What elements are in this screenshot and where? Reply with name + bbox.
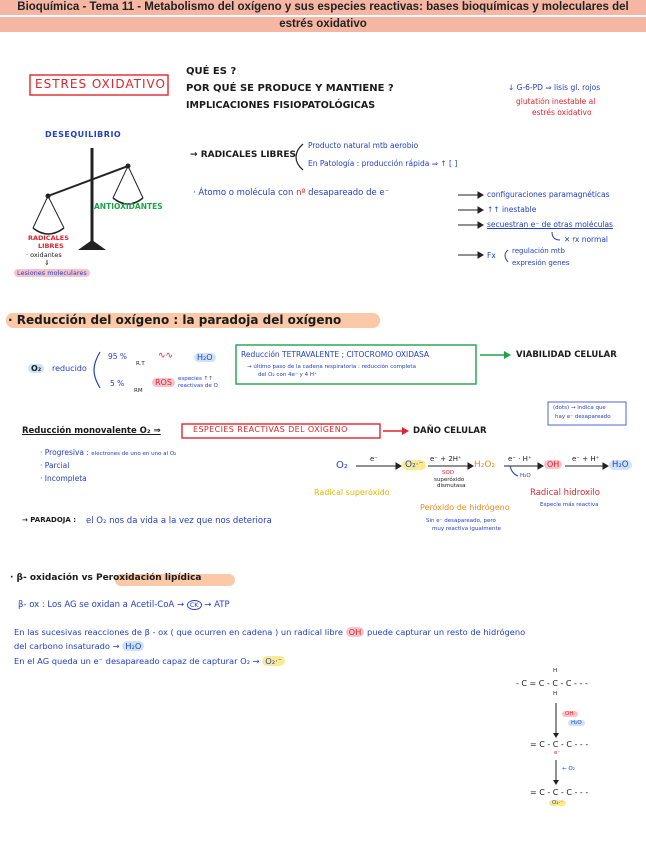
glutathione-note-1: glutatión inestable al bbox=[516, 97, 596, 106]
peroxide-label: Peróxido de hidrógeno bbox=[420, 503, 510, 512]
chain-step-1: e⁻ bbox=[370, 455, 379, 463]
rm-label: RM bbox=[134, 388, 143, 394]
chain-superoxide: O₂·⁻ bbox=[402, 460, 426, 470]
question-what: QUÉ ES ? bbox=[186, 66, 237, 77]
pathology-note: En Patología : producción rápida ⇒ ↑ [ ] bbox=[308, 159, 458, 168]
tetravalent-note-1: → último paso de la cadena respiratoria : reducción completa bbox=[247, 364, 416, 370]
hydroxyl-label: Radical hidroxilo bbox=[530, 488, 600, 498]
reduction-heading: · Reducción del oxígeno : la paradoja del oxígeno bbox=[8, 313, 342, 327]
natural-product-note: Producto natural mtb aerobio bbox=[308, 141, 419, 150]
chain-side-h2o: H₂O bbox=[520, 473, 531, 479]
beta-ox-line-1: β- ox : Los AG se oxidan a Acetil-CoA → CK → ATP bbox=[18, 600, 230, 610]
function-label: Fx bbox=[487, 251, 496, 260]
hydroxyl-note: Especie más reactiva bbox=[540, 502, 599, 508]
chain-step-3: e⁻ · H⁺ bbox=[508, 455, 532, 463]
monovalent-reduction-label: Reducción monovalente O₂ ⇒ bbox=[22, 426, 161, 436]
percent-5: 5 % bbox=[110, 379, 125, 388]
g6pd-note: ↓ G-6-PD ⇒ lisis gl. rojos bbox=[508, 83, 601, 92]
imbalance-label: DESEQUILIBRIO bbox=[45, 130, 122, 139]
metabolism-regulation-note: regulación mtb bbox=[512, 247, 565, 255]
chain-step-4: e⁻ + H⁺ bbox=[572, 455, 600, 463]
squiggle-icon: ∿∿ bbox=[158, 351, 174, 361]
percent-95: 95 % bbox=[108, 352, 128, 361]
chain-h2o2: H₂O₂ bbox=[474, 460, 496, 470]
radicals-label-2: LIBRES bbox=[38, 242, 64, 250]
tetravalent-note-2: del O₂ con 4e⁻ y 4 H⁺ bbox=[258, 372, 317, 378]
progressive-label: · Progresiva : electrones de uno en uno al O₂ bbox=[40, 448, 177, 457]
rt-label: R.T bbox=[136, 361, 145, 367]
legend-text-1: (dots) → indica que bbox=[553, 405, 606, 411]
ros-note-2: reactivas de O bbox=[178, 383, 218, 389]
structure-middle: = C - C - C - - - bbox=[530, 740, 589, 749]
page-header-line-2: estrés oxidativo bbox=[0, 17, 646, 32]
paramagnetic-note: configuraciones paramagnéticas bbox=[487, 190, 610, 199]
legend-text-2: hay e⁻ desapareado bbox=[555, 414, 611, 420]
chain-hydroxyl: OH bbox=[544, 460, 562, 469]
paradox-text: el O₂ nos da vida a la vez que nos deteriora bbox=[86, 516, 272, 526]
atom-definition: · Átomo o molécula con nº desapareado de e⁻ bbox=[193, 188, 390, 198]
ero-label: ESPECIES REACTIVAS DEL OXÍGENO bbox=[193, 425, 348, 434]
normal-function-note: ✕ 𝔣x normal bbox=[564, 235, 608, 244]
peroxide-note-2: muy reactiva igualmente bbox=[432, 526, 501, 532]
structure-top: - C = C - C - C - - - bbox=[516, 679, 588, 688]
sod-note-1: superóxido bbox=[434, 477, 465, 483]
scale-base bbox=[78, 240, 106, 250]
page-header-line-1: Bioquímica - Tema 11 - Metabolismo del oxígeno y sus especies reactivas: bases bioquímicas y moleculares del bbox=[0, 0, 646, 15]
question-why: POR QUÉ SE PRODUCE Y MANTIENE ? bbox=[186, 83, 394, 94]
sod-label: SOD bbox=[442, 470, 455, 476]
cell-damage-label: DAÑO CELULAR bbox=[413, 426, 487, 436]
h2o-product: H₂O bbox=[194, 353, 216, 362]
structure-electron: e⁻ bbox=[554, 750, 561, 756]
antioxidants-label: ANTIOXIDANTES bbox=[94, 202, 163, 211]
beta-ox-line-3: del carbono insaturado → H₂O bbox=[14, 641, 144, 651]
gene-expression-note: expresión genes bbox=[512, 259, 570, 267]
structure-h-bottom: H bbox=[553, 691, 558, 697]
cell-viability-label: VIABILIDAD CELULAR bbox=[516, 350, 617, 360]
superoxide-label: Radical superóxido bbox=[314, 488, 390, 497]
structure-h-top: H bbox=[553, 668, 558, 674]
ros-note-1: especies ↑↑ bbox=[178, 376, 213, 382]
unstable-note: ↑↑ inestable bbox=[487, 205, 537, 214]
ros-label: ROS bbox=[152, 378, 175, 387]
topic-title: ESTRES OXIDATIVO bbox=[35, 77, 166, 91]
partial-label: · Parcial bbox=[40, 461, 70, 470]
sod-note-2: dismutasa bbox=[437, 483, 466, 489]
electron-sequester-note: secuestran e⁻ de otras moléculas bbox=[487, 220, 613, 229]
radicals-label-1: RADICALES bbox=[28, 234, 69, 242]
chain-water: H₂O bbox=[609, 460, 632, 470]
beta-ox-heading: · β- oxidación vs Peroxidación lipídica bbox=[10, 573, 202, 583]
chain-o2: O₂ bbox=[336, 460, 348, 471]
beta-ox-line-2: En las sucesivas reacciones de β - ox ( que ocurren en cadena ) un radical libre OH puede capturar un resto de hidrógeno bbox=[14, 627, 526, 637]
oxidants-label: · oxidantes bbox=[26, 251, 62, 259]
tetravalent-title: Reducción TETRAVALENTE ; CITOCROMO OXIDASA bbox=[241, 350, 430, 359]
beta-ox-line-4: En el AG queda un e⁻ desapareado capaz de capturar O₂ → O₂·⁻ bbox=[14, 656, 285, 666]
free-radicals-label: → RADICALES LIBRES bbox=[190, 150, 296, 160]
paradox-label: → PARADOJA : bbox=[22, 516, 77, 524]
o2-label: O₂ bbox=[28, 364, 44, 373]
structure-o2: ← O₂ bbox=[562, 766, 575, 772]
incomplete-label: · Incompleta bbox=[40, 474, 87, 483]
structure-oh: OH· bbox=[562, 711, 578, 717]
structure-superoxide: O₂·⁻ bbox=[549, 800, 566, 806]
reduced-label: reducido bbox=[52, 364, 87, 373]
glutathione-note-2: estrés oxidativo bbox=[532, 108, 592, 117]
structure-h2o: H₂O bbox=[568, 720, 585, 726]
structure-bottom: = C - C - C - - - bbox=[530, 788, 589, 797]
question-implications: IMPLICACIONES FISIOPATOLÓGICAS bbox=[186, 100, 376, 111]
arrow-down-icon: ⇓ bbox=[44, 259, 50, 267]
molecular-lesions-label: Lesiones moleculares bbox=[14, 269, 90, 277]
peroxide-note-1: Sin e⁻ desapareado, pero bbox=[426, 518, 496, 524]
chain-step-2: e⁻ + 2H⁺ bbox=[430, 455, 462, 463]
